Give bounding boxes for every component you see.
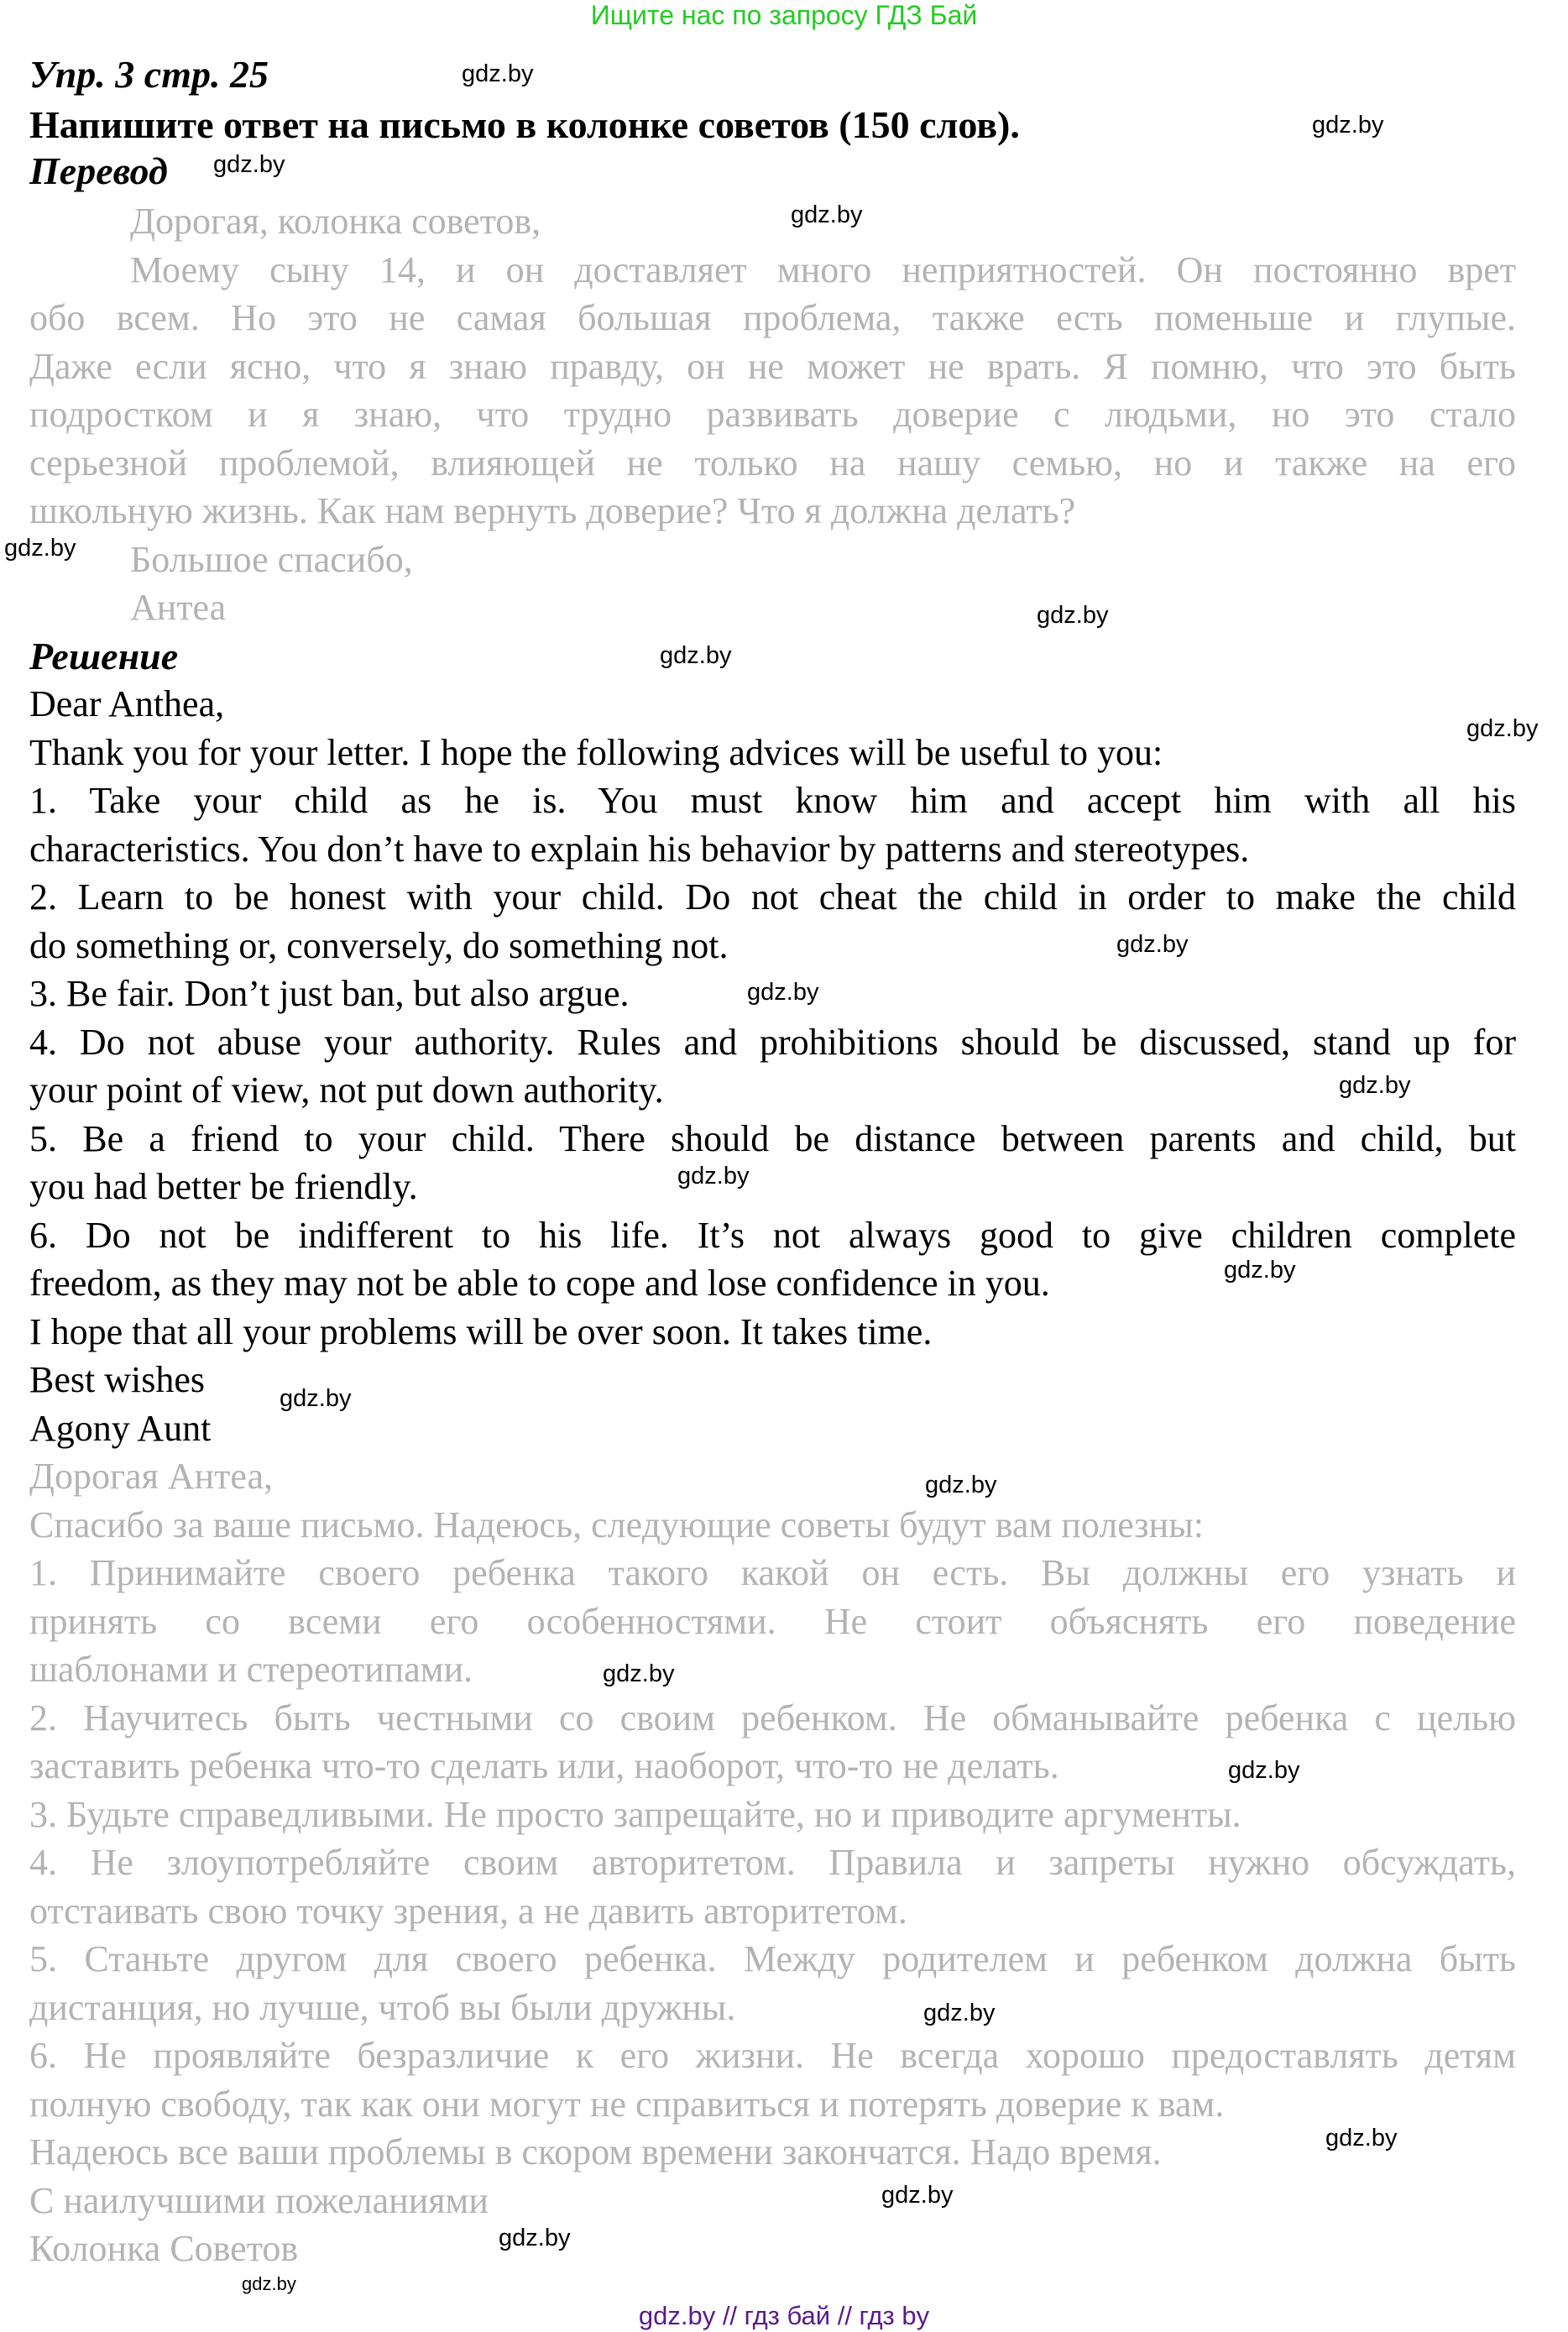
document-body — [29, 197, 1516, 2273]
watermark: gdz.by — [677, 1163, 750, 1190]
watermark: gdz.by — [923, 2000, 996, 2026]
watermark: gdz.by — [1325, 2125, 1398, 2152]
exercise-title: Упр. 3 стр. 25 — [29, 53, 269, 96]
answer-line: freedom, as they may not be able to cope and lose confidence in you. — [29, 1263, 1050, 1304]
footer-links[interactable]: gdz.by // гдз бай // гдз by — [638, 2301, 930, 2330]
watermark: gdz.by — [242, 2273, 296, 2294]
letter-line: Антеа — [130, 587, 227, 628]
letter-line: подростком и я знаю, что трудно развивать доверие с людьми, но это стало — [29, 394, 1516, 435]
answer-line: 3. Be fair. Don’t just ban, but also argue. — [29, 973, 630, 1014]
watermark: gdz.by — [4, 535, 76, 562]
answer-line: your point of view, not put down authority. — [29, 1069, 664, 1111]
answer-line: characteristics. You don’t have to explain his behavior by patterns and stereotypes. — [29, 828, 1250, 870]
watermark: gdz.by — [881, 2182, 954, 2209]
watermark: gdz.by — [603, 1660, 675, 1687]
answer-line: do something or, conversely, do something not. — [29, 924, 729, 966]
translation-line: Колонка Советов — [29, 2228, 299, 2269]
letter-line: Дорогая, колонка советов, — [130, 201, 541, 242]
answer-line: Agony Aunt — [29, 1407, 212, 1449]
watermark: gdz.by — [280, 1385, 352, 1412]
translation-line: 4. Не злоупотребляйте своим авторитетом. Правила и запреты нужно обсуждать, — [29, 1842, 1516, 1883]
watermark: gdz.by — [213, 151, 285, 178]
watermark: gdz.by — [1339, 1072, 1411, 1099]
answer-line: 4. Do not abuse your authority. Rules and prohibitions should be discussed, stand up for — [29, 1021, 1516, 1063]
answer-line: Dear Anthea, — [29, 683, 225, 724]
translation-line: 5. Станьте другом для своего ребенка. Между родителем и ребенком должна быть — [29, 1938, 1516, 1979]
translation-line: Спасибо за ваше письмо. Надеюсь, следующие советы будут вам полезны: — [29, 1503, 1204, 1545]
letter-line: серьезной проблемой, влияющей не только на нашу семью, но и также на его — [29, 442, 1516, 484]
translation-line: шаблонами и стереотипами. — [29, 1649, 473, 1690]
translation-line: Дорогая Антеа, — [29, 1456, 273, 1497]
translation-line: 1. Принимайте своего ребенка такого какой он есть. Вы должны его узнать и — [29, 1552, 1516, 1593]
answer-line: 5. Be a friend to your child. There should be distance between parents and child, but — [29, 1117, 1516, 1159]
letter-line: Моему сыну 14, и он доставляет много неприятностей. Он постоянно врет — [130, 248, 1516, 290]
answer-line: Best wishes — [29, 1359, 205, 1400]
translation-heading: Перевод — [29, 149, 168, 192]
translation-line: заставить ребенка что-то сделать или, наоборот, что-то не делать. — [29, 1745, 1059, 1786]
letter-line: Большое спасибо, — [130, 538, 413, 580]
watermark: gdz.by — [1116, 931, 1189, 958]
translation-line: 2. Научитесь быть честными со своим ребенком. Не обманывайте ребенка с целью — [29, 1697, 1516, 1739]
search-banner[interactable]: Ищите нас по запросу ГДЗ Бай — [590, 0, 978, 30]
letter-line: школьную жизнь. Как нам вернуть доверие? Что я должна делать? — [29, 490, 1076, 531]
watermark: gdz.by — [925, 1472, 997, 1498]
task-statement: Напишите ответ на письмо в колонке советов (150 слов). — [29, 103, 1020, 146]
watermark: gdz.by — [747, 979, 819, 1006]
translation-line: 6. Не проявляйте безразличие к его жизни. Не всегда хорошо предоставлять детям — [29, 2035, 1516, 2076]
watermark: gdz.by — [1037, 602, 1109, 629]
answer-line: I hope that all your problems will be over soon. It takes time. — [29, 1310, 933, 1352]
letter-line: обо всем. Но это не самая большая проблема, также есть поменьше и глупые. — [29, 297, 1516, 338]
answer-line: Thank you for your letter. I hope the following advices will be useful to you: — [29, 731, 1163, 773]
watermark: gdz.by — [1228, 1757, 1300, 1784]
translation-line: С наилучшими пожеланиями — [29, 2179, 489, 2221]
translation-line: принять со всеми его особенностями. Не стоит объяснять его поведение — [29, 1600, 1516, 1642]
watermark: gdz.by — [660, 642, 732, 669]
watermark: gdz.by — [462, 60, 534, 87]
watermark: gdz.by — [1466, 715, 1539, 742]
solution-heading: Решение — [29, 634, 179, 677]
translation-line: полную свободу, так как они могут не справиться и потерять доверие к вам. — [29, 2083, 1225, 2125]
answer-line: 1. Take your child as he is. You must know him and accept him with all his — [29, 780, 1516, 821]
watermark: gdz.by — [1312, 112, 1384, 139]
answer-line: 2. Learn to be honest with your child. Do not cheat the child in order to make the child — [29, 876, 1516, 918]
translation-line: 3. Будьте справедливыми. Не просто запрещайте, но и приводите аргументы. — [29, 1793, 1241, 1835]
answer-line: you had better be friendly. — [29, 1166, 418, 1207]
translation-line: Надеюсь все ваши проблемы в скором времени закончатся. Надо время. — [29, 2131, 1162, 2173]
watermark: gdz.by — [1224, 1257, 1296, 1284]
answer-line: 6. Do not be indifferent to his life. It’s not always good to give children complete — [29, 1214, 1516, 1256]
translation-line: дистанция, но лучше, чтоб вы были дружны. — [29, 1986, 736, 2028]
letter-line: Даже если ясно, что я знаю правду, он не может не врать. Я помню, что это быть — [29, 345, 1516, 387]
watermark: gdz.by — [791, 201, 863, 228]
watermark: gdz.by — [499, 2225, 571, 2251]
translation-line: отстаивать свою точку зрения, а не давить авторитетом. — [29, 1890, 907, 1932]
